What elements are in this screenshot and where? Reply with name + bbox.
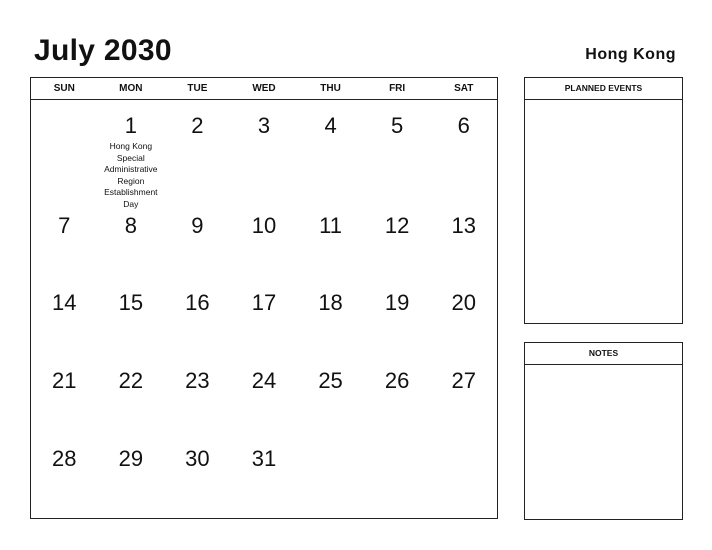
day-number: 9 (191, 213, 204, 238)
weekday-sat: SAT (454, 83, 474, 94)
day-number: 31 (251, 446, 277, 471)
day-number: 20 (451, 290, 476, 315)
day-number: 17 (251, 290, 277, 315)
day-cell (98, 200, 165, 277)
day-cell (98, 433, 165, 513)
day-cell (164, 433, 231, 513)
region-label: Hong Kong (585, 46, 676, 63)
day-cell (231, 433, 298, 513)
day-cell (98, 277, 165, 355)
day-cell (98, 355, 165, 433)
day-cell (364, 100, 431, 200)
day-cell (297, 433, 364, 513)
day-cell (231, 100, 298, 200)
day-cell (164, 200, 231, 277)
holiday-label: Hong Kong Special Administrative Region Establishment Day (104, 141, 158, 209)
day-number: 30 (185, 446, 210, 471)
day-number: 11 (319, 213, 342, 238)
day-number: 12 (384, 213, 410, 238)
weekday-header-row (31, 78, 497, 100)
day-cell (430, 100, 497, 200)
day-cell (297, 200, 364, 277)
day-number: 4 (324, 113, 337, 138)
weekday-mon: MON (119, 83, 143, 94)
day-number: 29 (118, 446, 144, 471)
day-cell (430, 433, 497, 513)
page-title: July 2030 (34, 34, 172, 67)
day-cell (31, 277, 98, 355)
day-number: 18 (318, 290, 343, 315)
day-number: 23 (185, 368, 210, 393)
day-cell (297, 277, 364, 355)
day-cell (430, 200, 497, 277)
day-cell (31, 355, 98, 433)
day-number: 15 (118, 290, 144, 315)
day-number: 16 (185, 290, 210, 315)
day-cell (231, 277, 298, 355)
day-number: 5 (391, 113, 404, 138)
day-number: 21 (52, 368, 77, 393)
day-number: 10 (251, 213, 277, 238)
day-cell (31, 100, 98, 200)
weekday-thu: THU (320, 83, 341, 94)
day-cell (364, 433, 431, 513)
weekday-fri: FRI (389, 83, 406, 94)
planned-events-title: PLANNED EVENTS (525, 78, 682, 100)
day-number: 27 (451, 368, 476, 393)
weekday-wed: WED (252, 83, 276, 94)
calendar-grid (30, 77, 498, 519)
day-number: 7 (58, 213, 71, 238)
notes-title: NOTES (525, 343, 682, 365)
day-number: 24 (251, 368, 277, 393)
day-cell (364, 355, 431, 433)
day-number: 26 (384, 368, 410, 393)
day-cell (364, 200, 431, 277)
day-number: 8 (124, 213, 137, 238)
day-cell (297, 355, 364, 433)
day-number: 13 (451, 213, 476, 238)
day-cell (31, 433, 98, 513)
day-number: 6 (457, 113, 470, 138)
day-number: 2 (191, 113, 204, 138)
day-cell (231, 355, 298, 433)
day-number: 3 (257, 113, 271, 138)
weekday-tue: TUE (187, 83, 208, 94)
day-cell (430, 355, 497, 433)
weekday-sun: SUN (53, 83, 75, 94)
planned-events-panel (524, 77, 683, 324)
day-cell (364, 277, 431, 355)
notes-panel (524, 342, 683, 520)
day-number: 19 (384, 290, 410, 315)
day-cell (430, 277, 497, 355)
day-cell (231, 200, 298, 277)
day-cell (164, 277, 231, 355)
day-number: 1 (124, 113, 137, 138)
days-grid (31, 100, 497, 513)
day-cell (31, 200, 98, 277)
day-cell (98, 100, 165, 209)
day-number: 25 (318, 368, 343, 393)
day-cell (164, 100, 231, 200)
day-number: 28 (52, 446, 77, 471)
day-number: 14 (52, 290, 77, 315)
day-cell (297, 100, 364, 200)
day-number: 22 (118, 368, 144, 393)
day-cell (164, 355, 231, 433)
